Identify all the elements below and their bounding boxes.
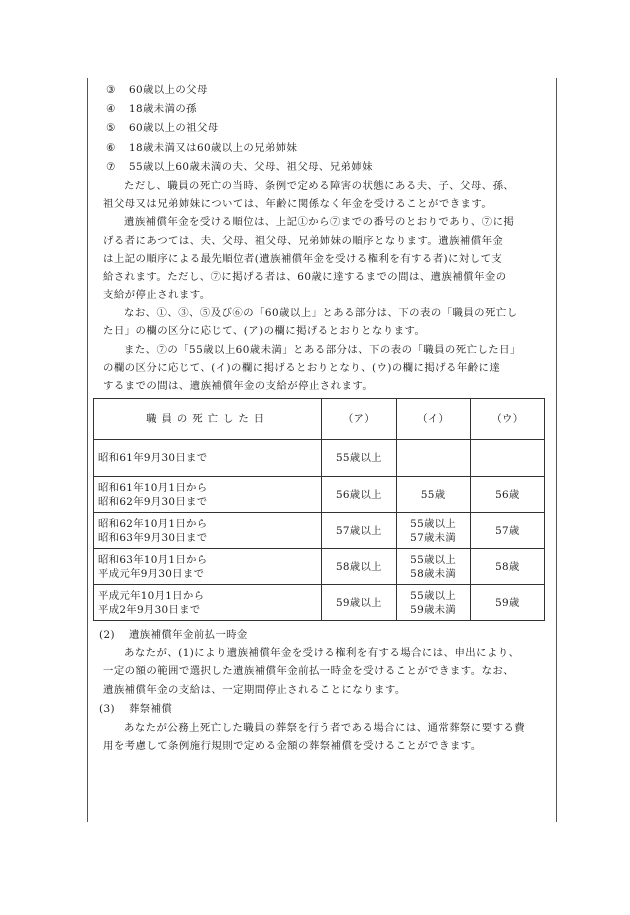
section-heading	[93, 700, 551, 719]
section-body	[93, 644, 551, 699]
date-cell	[94, 513, 322, 549]
i-cell	[396, 585, 470, 621]
text-line: の欄の区分に応じて、(イ)の欄に掲げるとおりとなり、(ウ)の欄に掲げる年齢に達	[103, 361, 501, 374]
text-line: ただし、職員の死亡の当時、条例で定める障害の状態にある夫、子、父母、孫、	[124, 179, 515, 192]
i-line: 55歳以上	[410, 517, 457, 530]
date-line: 平成2年9月30日まで	[98, 603, 201, 616]
a-cell: 56歳以上	[322, 477, 396, 513]
list-item-text: 55歳以上60歳未満の夫、父母、祖父母、兄弟姉妹	[129, 161, 373, 174]
u-cell: 59歳	[470, 585, 544, 621]
header-death-date: 職員の死亡した日	[94, 399, 322, 440]
table-row	[94, 477, 545, 513]
text-line: 祖父母又は兄弟姉妹については、年齢に関係なく年金を受けることができます。	[103, 198, 493, 211]
list-item	[93, 99, 551, 118]
a-cell: 59歳以上	[322, 585, 396, 621]
list-item	[93, 80, 551, 99]
section-body	[93, 719, 551, 755]
a-cell: 58歳以上	[322, 549, 396, 585]
list-item-text: 60歳以上の父母	[129, 83, 208, 96]
date-cell	[94, 585, 322, 621]
i-line: 59歳未満	[410, 603, 457, 616]
i-line: 58歳未満	[410, 567, 457, 580]
date-line: 平成元年10月1日から	[98, 589, 205, 602]
text-line: また、⑦の「55歳以上60歳未満」とある部分は、下の表の「職員の死亡した日」	[124, 343, 521, 356]
section-heading	[93, 625, 551, 644]
header-u: （ウ）	[470, 399, 544, 440]
i-line: 55歳以上	[410, 553, 457, 566]
i-line: 57歳未満	[410, 531, 457, 544]
table-row	[94, 585, 545, 621]
text-line: するまでの間は、遺族補償年金の支給が停止されます。	[103, 380, 374, 393]
list-item-number: ⑦	[106, 161, 116, 174]
frame-left-border	[87, 78, 88, 822]
text-line: あなたが公務上死亡した職員の葬祭を行う者である場合には、通常葬祭に要する費	[124, 721, 526, 734]
i-cell: 55歳	[396, 477, 470, 513]
u-cell	[470, 440, 544, 477]
table-row	[94, 440, 545, 477]
section-number: (2)	[99, 628, 115, 641]
list-item	[93, 138, 551, 157]
date-cell	[94, 549, 322, 585]
list-item-text: 60歳以上の祖父母	[129, 122, 219, 135]
date-line: 昭和62年9月30日まで	[98, 495, 208, 508]
table-header-row	[94, 399, 545, 440]
list-item-text: 18歳未満の孫	[129, 102, 197, 115]
list-item	[93, 158, 551, 177]
section-title: 遺族補償年金前払一時金	[129, 628, 248, 641]
u-cell: 56歳	[470, 477, 544, 513]
list-item-text: 18歳未満又は60歳以上の兄弟姉妹	[129, 141, 298, 154]
age-table	[93, 398, 545, 621]
date-line: 昭和61年10月1日から	[98, 481, 208, 494]
date-cell	[94, 440, 322, 477]
header-i: （イ）	[396, 399, 470, 440]
date-line: 昭和63年9月30日まで	[98, 531, 208, 544]
text-line: 一定の額の範囲で選択した遺族補償年金前払一時金を受けることができます。なお、	[103, 665, 515, 678]
text-line: 遺族補償年金を受ける順位は、上記①から⑦までの番号のとおりであり、⑦に掲	[124, 216, 515, 229]
i-cell	[396, 549, 470, 585]
text-line: なお、①、③、⑤及び⑥の「60歳以上」とある部分は、下の表の「職員の死亡し	[124, 307, 518, 320]
text-line: 遺族補償年金の支給は、一定期間停止されることになります。	[103, 683, 406, 696]
date-line: 昭和61年9月30日まで	[98, 452, 208, 465]
paragraph-note-b	[93, 341, 551, 396]
i-line: 55歳以上	[410, 589, 457, 602]
list-item-number: ⑤	[106, 122, 116, 135]
i-cell	[396, 440, 470, 477]
u-cell: 57歳	[470, 513, 544, 549]
frame-right-border	[556, 78, 557, 822]
date-line: 昭和62年10月1日から	[98, 517, 208, 530]
list-item-number: ⑥	[106, 141, 116, 154]
text-line: あなたが、(1)により遺族補償年金を受ける権利を有する場合には、申出により、	[124, 647, 520, 660]
text-line: げる者にあつては、夫、父母、祖父母、兄弟姉妹の順序となります。遺族補償年金	[103, 234, 504, 247]
text-line: 給されます。ただし、⑦に掲げる者は、60歳に達するまでの間は、遺族補償年金の	[103, 270, 507, 283]
list-item	[93, 119, 551, 138]
text-line: は上記の順序による最先順位者(遺族補償年金を受ける権利を有する者)に対して支	[103, 252, 503, 265]
paragraph-exception	[93, 177, 551, 213]
paragraph-note-a	[93, 304, 551, 340]
table-row	[94, 513, 545, 549]
a-cell: 55歳以上	[322, 440, 396, 477]
text-line: 支給が停止されます。	[103, 289, 211, 302]
list-item-number: ③	[106, 83, 116, 96]
date-line: 昭和63年10月1日から	[98, 553, 208, 566]
section-number: (3)	[99, 703, 115, 716]
document-body	[93, 80, 551, 755]
a-cell: 57歳以上	[322, 513, 396, 549]
text-line: た日」の欄の区分に応じて、(ア)の欄に掲げるとおりとなります。	[103, 325, 426, 338]
header-a: （ア）	[322, 399, 396, 440]
paragraph-order	[93, 213, 551, 304]
table-row	[94, 549, 545, 585]
i-cell	[396, 513, 470, 549]
date-line: 平成元年9月30日まで	[98, 567, 205, 580]
list-item-number: ④	[106, 102, 116, 115]
date-cell	[94, 477, 322, 513]
section-title: 葬祭補償	[129, 703, 173, 716]
text-line: 用を考慮して条例施行規則で定める金額の葬祭補償を受けることができます。	[103, 739, 482, 752]
u-cell: 58歳	[470, 549, 544, 585]
